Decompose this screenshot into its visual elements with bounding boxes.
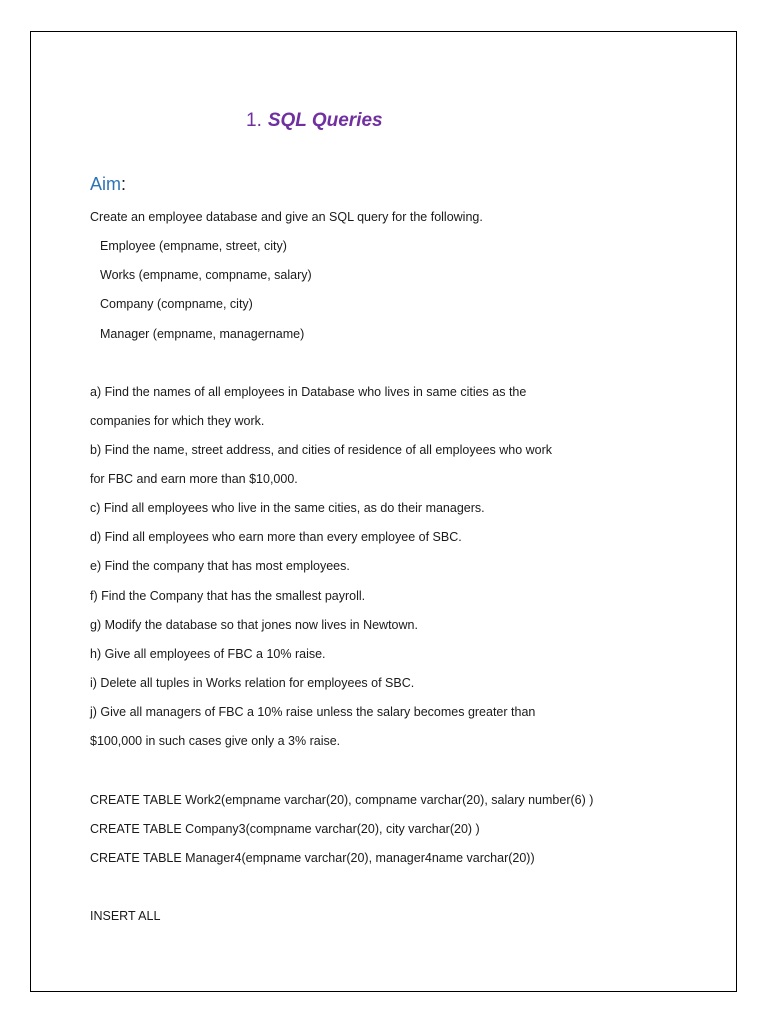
question-c: c) Find all employees who live in the same cities, as do their managers.	[90, 501, 485, 515]
question-h: h) Give all employees of FBC a 10% raise.	[90, 647, 326, 661]
schema-manager: Manager (empname, managername)	[100, 327, 305, 341]
create-table-company3: CREATE TABLE Company3(compname varchar(20), city varchar(20) )	[90, 822, 480, 836]
question-b-line-1: b) Find the name, street address, and cities of residence of all employees who work	[90, 443, 553, 457]
question-a-line-2: companies for which they work.	[90, 414, 265, 428]
aim-label: Aim	[90, 174, 121, 194]
question-e: e) Find the company that has most employees.	[90, 559, 350, 573]
create-table-manager4: CREATE TABLE Manager4(empname varchar(20), manager4name varchar(20))	[90, 851, 535, 865]
intro-text: Create an employee database and give an SQL query for the following.	[90, 210, 483, 224]
create-table-work2: CREATE TABLE Work2(empname varchar(20), compname varchar(20), salary number(6) )	[90, 793, 594, 807]
question-g: g) Modify the database so that jones now lives in Newtown.	[90, 618, 418, 632]
schema-employee: Employee (empname, street, city)	[100, 239, 287, 253]
title-text: SQL Queries	[267, 110, 383, 131]
question-d: d) Find all employees who earn more than every employee of SBC.	[90, 530, 462, 544]
page-title	[246, 110, 383, 132]
question-b-line-2: for FBC and earn more than $10,000.	[90, 472, 298, 486]
question-j-line-2: $100,000 in such cases give only a 3% raise.	[90, 734, 341, 748]
question-j-line-1: j) Give all managers of FBC a 10% raise unless the salary becomes greater than	[90, 705, 536, 719]
question-f: f) Find the Company that has the smallest payroll.	[90, 589, 366, 603]
title-number: 1.	[246, 110, 262, 131]
insert-all: INSERT ALL	[90, 909, 161, 923]
question-i: i) Delete all tuples in Works relation for employees of SBC.	[90, 676, 415, 690]
question-a-line-1: a) Find the names of all employees in Database who lives in same cities as the	[90, 385, 527, 399]
aim-heading	[90, 174, 126, 195]
aim-colon: :	[121, 174, 127, 194]
schema-works: Works (empname, compname, salary)	[100, 268, 312, 282]
schema-company: Company (compname, city)	[100, 297, 253, 311]
